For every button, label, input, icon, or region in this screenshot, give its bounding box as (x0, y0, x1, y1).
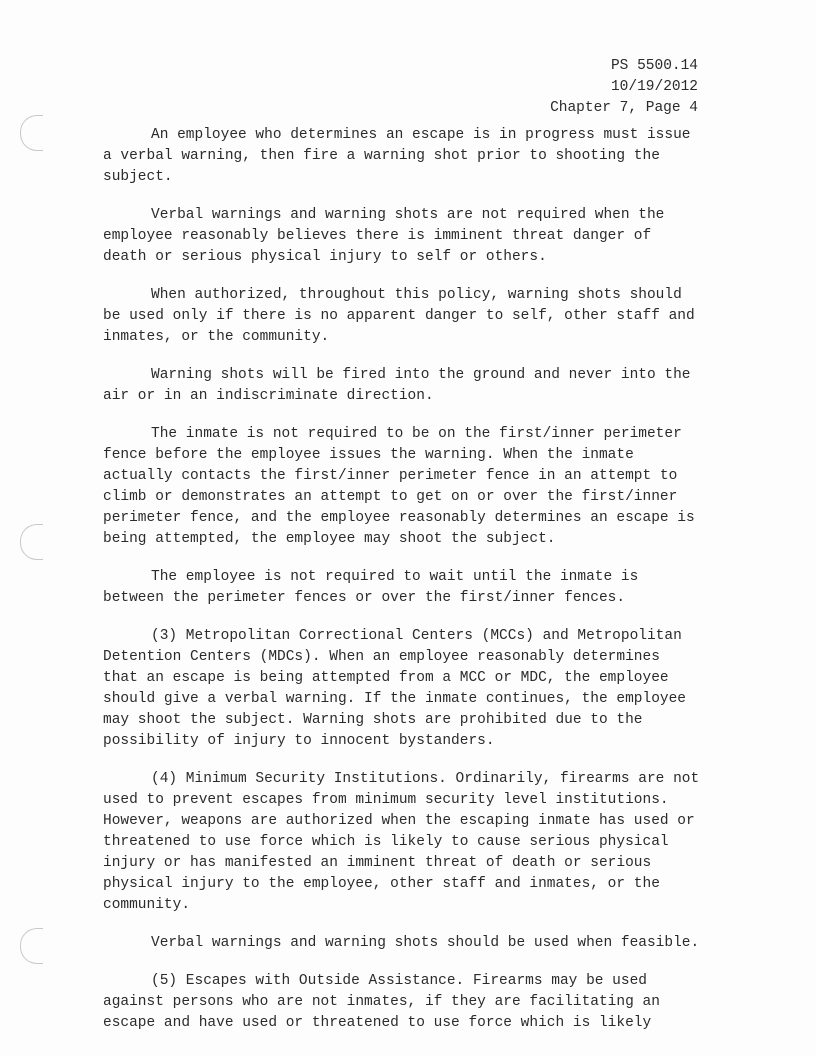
paragraph: Warning shots will be fired into the ground and never into the air or in an indiscriminate direction. (103, 367, 691, 404)
document-body (103, 125, 703, 1051)
document-header (550, 56, 698, 119)
paragraph: An employee who determines an escape is in progress must issue a verbal warning, then fire a warning shot prior to shooting the subject. (103, 127, 691, 185)
binder-hole-top (20, 115, 43, 151)
paragraph: Verbal warnings and warning shots should be used when feasible. (151, 935, 700, 951)
paragraph: (4) Minimum Security Institutions. Ordinarily, firearms are not used to prevent escapes from minimum security level institutions. However, weapons are authorized when the escaping inmate has used or threatened to use force which is likely to cause serious physical injury or has manifested an imminent threat of death or serious physical injury to the employee, other staff and inmates, or the community. (103, 771, 700, 913)
paragraph: Verbal warnings and warning shots are not required when the employee reasonably believes there is imminent threat danger of death or serious physical injury to self or others. (103, 207, 665, 265)
paragraph: (5) Escapes with Outside Assistance. Firearms may be used against persons who are not inmates, if they are facilitating an escape and have used or threatened to use force which is likely (103, 973, 660, 1031)
paragraph: The inmate is not required to be on the first/inner perimeter fence before the employee issues the warning. When the inmate actually contacts the first/inner perimeter fence in an attempt to climb or demonstrates an attempt to get on or over the first/inner perimeter fence, and the employee reasonably determines an escape is being attempted, the employee may shoot the subject. (103, 426, 695, 547)
policy-number: PS 5500.14 (610, 58, 698, 74)
paragraph: (3) Metropolitan Correctional Centers (MCCs) and Metropolitan Detention Centers (MDCs). When an employee reasonably determines that an escape is being attempted from a MCC or MDC, the employee should give a verbal warning. If the inmate continues, the employee may shoot the subject. Warning shots are prohibited due to the possibility of injury to innocent bystanders. (103, 628, 686, 749)
paragraph: The employee is not required to wait until the inmate is between the perimeter fences or over the first/inner fences. (103, 569, 639, 606)
document-date: 10/19/2012 (610, 79, 698, 95)
chapter-page: Chapter 7, Page 4 (550, 100, 698, 116)
binder-hole-bottom (20, 928, 43, 964)
paragraph: When authorized, throughout this policy, warning shots should be used only if there is no apparent danger to self, other staff and inmates, or the community. (103, 287, 695, 345)
binder-hole-middle (20, 524, 43, 560)
